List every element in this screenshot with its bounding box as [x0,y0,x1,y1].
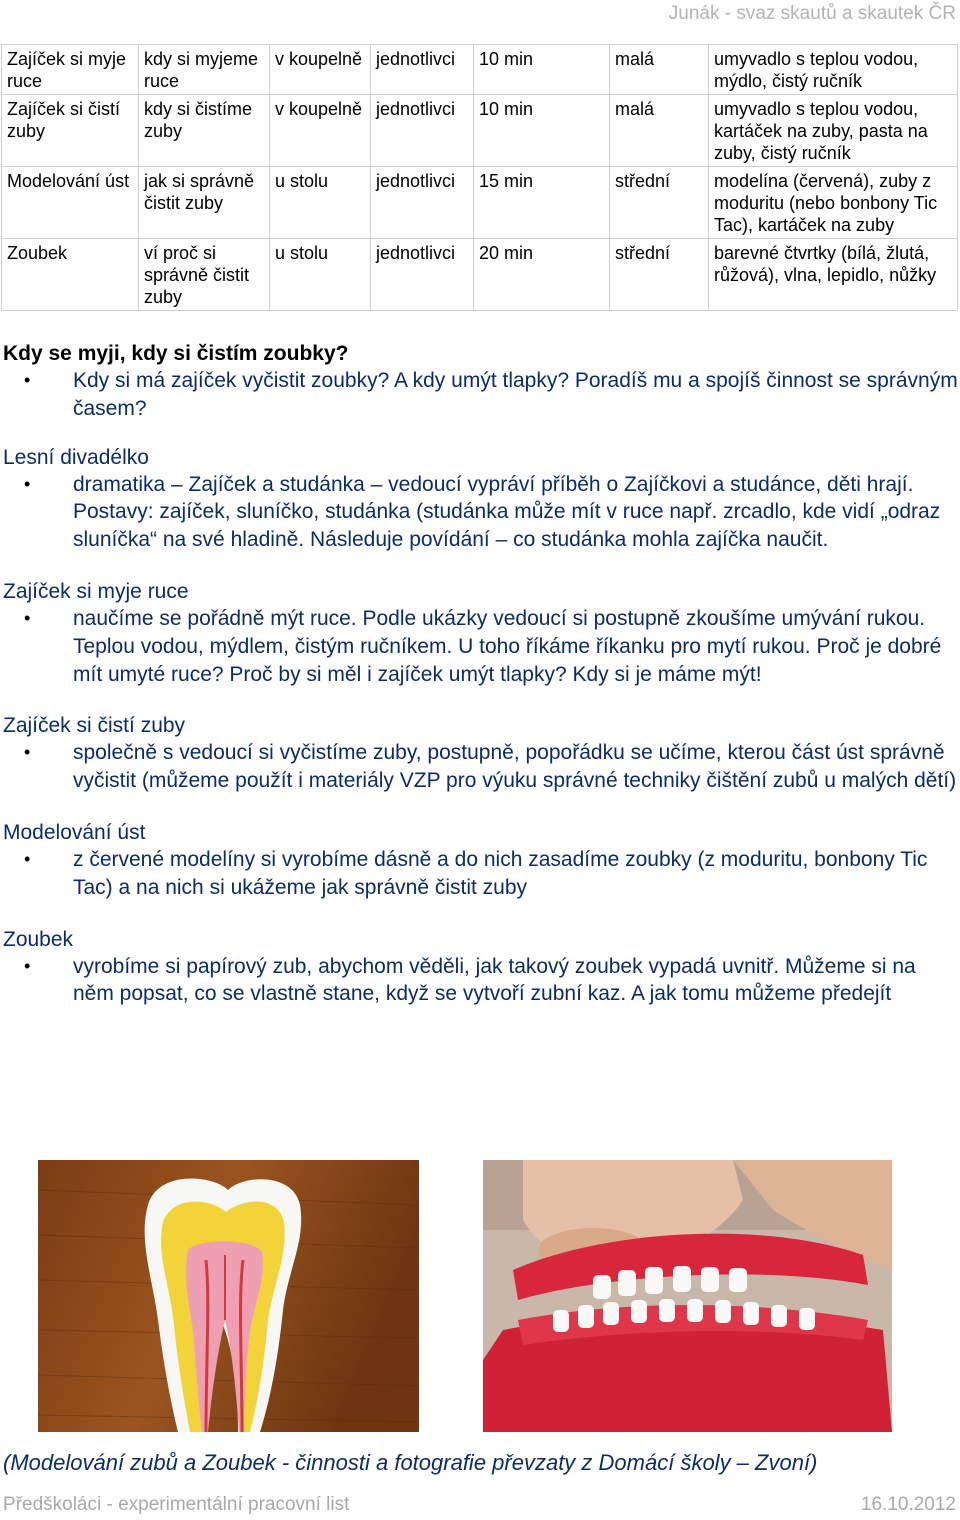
table-cell: umyvadlo s teplou vodou, kartáček na zuby, pasta na zuby, čistý ručník [709,95,958,167]
footer-date: 16.10.2012 [860,1494,956,1515]
table-cell: kdy si myjeme ruce [139,45,270,95]
header-organization: Junák - svaz skautů a skautek ČR [668,3,956,24]
bullet-list [3,471,958,554]
modelling-mouth-photo [483,1160,892,1432]
bullet-item: • vyrobíme si papírový zub, abychom věděli, jak takový zoubek vypadá uvnitř. Můžeme si na něm popsat, co se vlastně stane, když se vytvoří zubní kaz. A jak tomu můžeme předejít [3,953,958,1009]
bullet-list [3,605,958,688]
table-cell: jednotlivci [371,167,474,239]
table-cell: v koupelně [270,45,371,95]
section-title: Zajíček si čistí zuby [3,714,186,738]
table-cell: střední [610,167,709,239]
bullet-list [3,367,958,423]
table-cell: malá [610,95,709,167]
table-cell: modelína (červená), zuby z moduritu (nebo bonbony Tic Tac), kartáček na zuby [709,167,958,239]
section-title: Kdy se myji, kdy si čistím zoubky? [3,342,349,365]
table-row [2,45,958,95]
table-cell: malá [610,45,709,95]
footer-title: Předškoláci - experimentální pracovní list [3,1494,350,1515]
bullet-item: • společně s vedoucí si vyčistíme zuby, postupně, popořádku se učíme, kterou část úst správně vyčistit (můžeme použít i materiály VZP pro výuku správné techniky čištění zubů u malých dětí) [3,739,958,795]
table-cell: jak si správně čistit zuby [139,167,270,239]
bullet-item: • Kdy si má zajíček vyčistit zoubky? A kdy umýt tlapky? Poradíš mu a spojíš činnost se správným časem? [3,367,958,423]
table-cell: kdy si čistíme zuby [139,95,270,167]
table-cell: jednotlivci [371,95,474,167]
table-cell: v koupelně [270,95,371,167]
table-cell: jednotlivci [371,45,474,95]
table-cell: 20 min [474,239,610,311]
bullet-list [3,846,958,902]
paper-tooth-photo [38,1160,419,1432]
section-title: Zoubek [3,927,74,951]
photo-caption: (Modelování zubů a Zoubek - činnosti a fotografie převzaty z Domácí školy – Zvoní) [3,1450,818,1475]
section-title: Lesní divadélko [3,445,149,469]
bullet-list [3,739,958,795]
section-title: Zajíček si myje ruce [3,579,189,603]
table-cell: Zajíček si čistí zuby [2,95,139,167]
table-cell: 10 min [474,95,610,167]
table-row [2,95,958,167]
table-cell: barevné čtvrtky (bílá, žlutá, růžová), vlna, lepidlo, nůžky [709,239,958,311]
table-cell: umyvadlo s teplou vodou, mýdlo, čistý ručník [709,45,958,95]
table-cell: Modelování úst [2,167,139,239]
table-cell: 10 min [474,45,610,95]
table-cell: u stolu [270,239,371,311]
table-cell: 15 min [474,167,610,239]
table-cell: Zoubek [2,239,139,311]
bullet-item: • z červené modelíny si vyrobíme dásně a do nich zasadíme zoubky (z moduritu, bonbony Tic Tac) a na nich si ukážeme jak správně čistit zuby [3,846,958,902]
table-cell: jednotlivci [371,239,474,311]
bullet-item: • dramatika – Zajíček a studánka – vedoucí vypráví příběh o Zajíčkovi a studánce, děti hrají. Postavy: zajíček, sluníčko, studánka (studánka může mít v ruce např. zrcadlo, kde vidí „odraz sluníčka“ na své hladině. Následuje povídání – co studánka mohla zajíčka naučit. [3,471,958,554]
activities-table [1,44,958,311]
bullet-list [3,953,958,1009]
bullet-item: • naučíme se pořádně mýt ruce. Podle ukázky vedoucí si postupně zkoušíme umývání rukou. Teplou vodou, mýdlem, čistým ručníkem. U toho říkáme říkanku pro mytí rukou. Proč je dobré mít umyté ruce? Proč by si měl i zajíček umýt tlapky? Kdy si je máme mýt! [3,605,958,688]
table-cell: u stolu [270,167,371,239]
table-row [2,167,958,239]
section-title: Modelování úst [3,820,146,844]
table-cell: ví proč si správně čistit zuby [139,239,270,311]
table-cell: střední [610,239,709,311]
sections [3,340,958,1008]
table-cell: Zajíček si myje ruce [2,45,139,95]
table-row [2,239,958,311]
